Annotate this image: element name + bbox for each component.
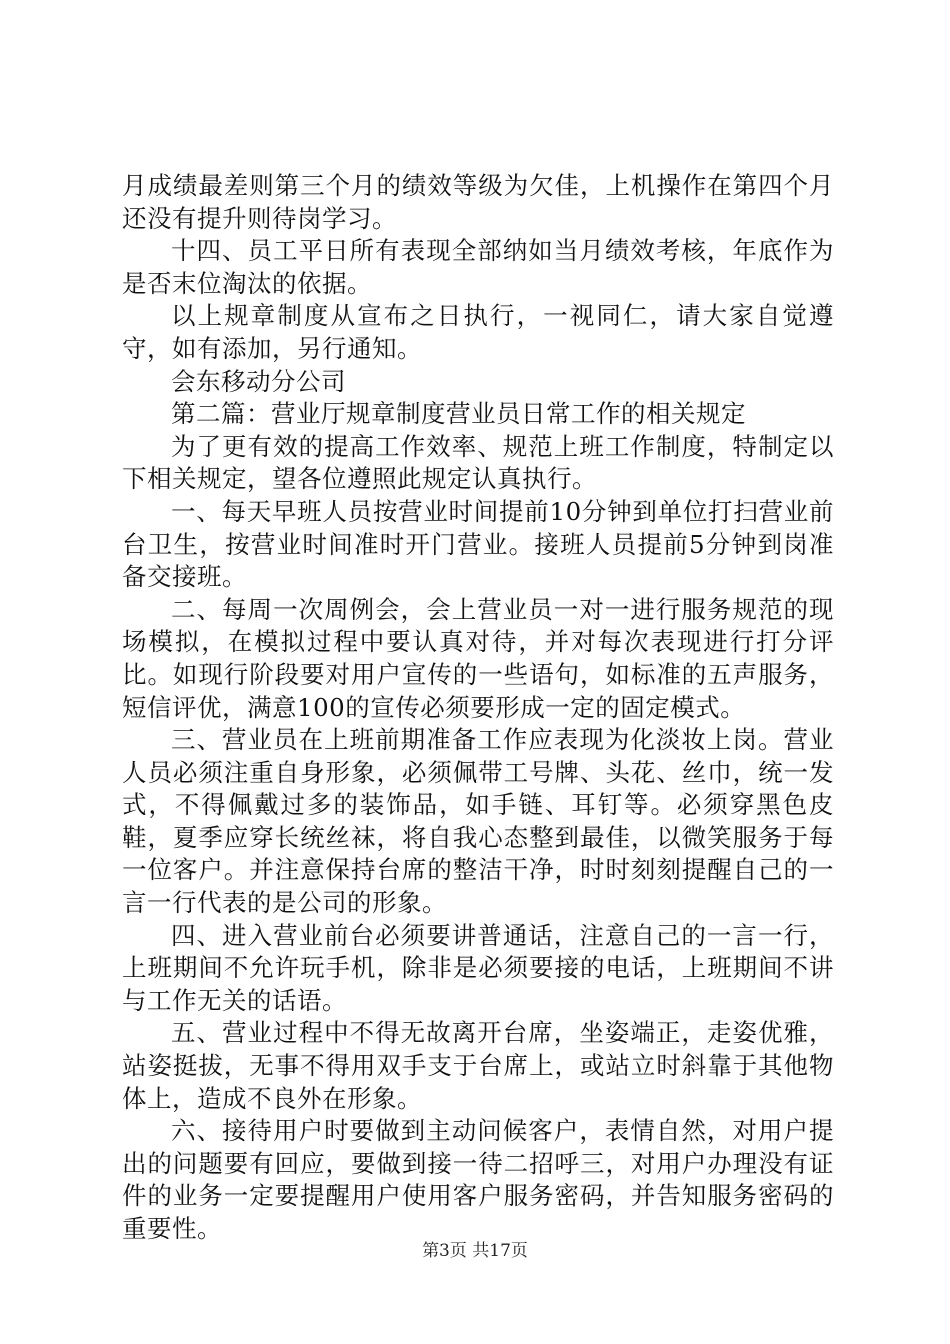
paragraph-signature: 会东移动分公司 — [171, 366, 346, 396]
section-heading: 第二篇：营业厅规章制度营业员日常工作的相关规定 — [171, 399, 746, 429]
paragraph-rule-2: 二、每周一次周例会，会上营业员一对一进行服务规范的现场模拟，在模拟过程中要认真对待，并对每次表现进行打分评比。如现行阶段要对用户宣传的一些语句，如标准的五声服务，短信评优，满意100的宣传必须要形成一定的固定模式。 — [122, 594, 834, 722]
page-footer — [0, 1240, 950, 1262]
paragraph-rule-4: 四、进入营业前台必须要讲普通话，注意自己的一言一行，上班期间不允许玩手机，除非是必须要接的电话，上班期间不讲与工作无关的话语。 — [122, 920, 834, 1015]
paragraph-rule-3: 三、营业员在上班前期准备工作应表现为化淡妆上岗。营业人员必须注重自身形象，必须佩带工号牌、头花、丝巾，统一发式，不得佩戴过多的装饰品，如手链、耳钉等。必须穿黑色皮鞋，夏季应穿长统丝袜，将自我心态整到最佳，以微笑服务于每一位客户。并注意保持台席的整洁干净，时时刻刻提醒自己的一言一行代表的是公司的形象。 — [122, 725, 834, 918]
paragraph-item-14: 十四、员工平日所有表现全部纳如当月绩效考核，年底作为是否末位淘汰的依据。 — [122, 236, 834, 298]
paragraph-rule-5: 五、营业过程中不得无故离开台席，坐姿端正，走姿优雅，站姿挺拔，无事不得用双手支于台席上，或站立时斜靠于其他物体上，造成不良外在形象。 — [122, 1018, 834, 1113]
paragraph-closing-note: 以上规章制度从宣布之日执行，一视同仁，请大家自觉遵守，如有添加，另行通知。 — [122, 301, 834, 363]
paragraph-rule-1: 一、每天早班人员按营业时间提前10分钟到单位打扫营业前台卫生，按营业时间准时开门营业。接班人员提前5分钟到岗准备交接班。 — [122, 496, 834, 592]
paragraph-intro: 为了更有效的提高工作效率、规范上班工作制度，特制定以下相关规定，望各位遵照此规定认真执行。 — [122, 431, 834, 494]
document-body — [122, 170, 834, 1246]
page-number-label: 第3页 共17页 — [422, 1241, 528, 1261]
paragraph-continuation: 月成绩最差则第三个月的绩效等级为欠佳，上机操作在第四个月还没有提升则待岗学习。 — [122, 171, 834, 233]
paragraph-rule-6: 六、接待用户时要做到主动问候客户，表情自然，对用户提出的问题要有回应，要做到接一待二招呼三，对用户办理没有证件的业务一定要提醒用户使用客户服务密码，并告知服务密码的重要性。 — [122, 1116, 834, 1243]
